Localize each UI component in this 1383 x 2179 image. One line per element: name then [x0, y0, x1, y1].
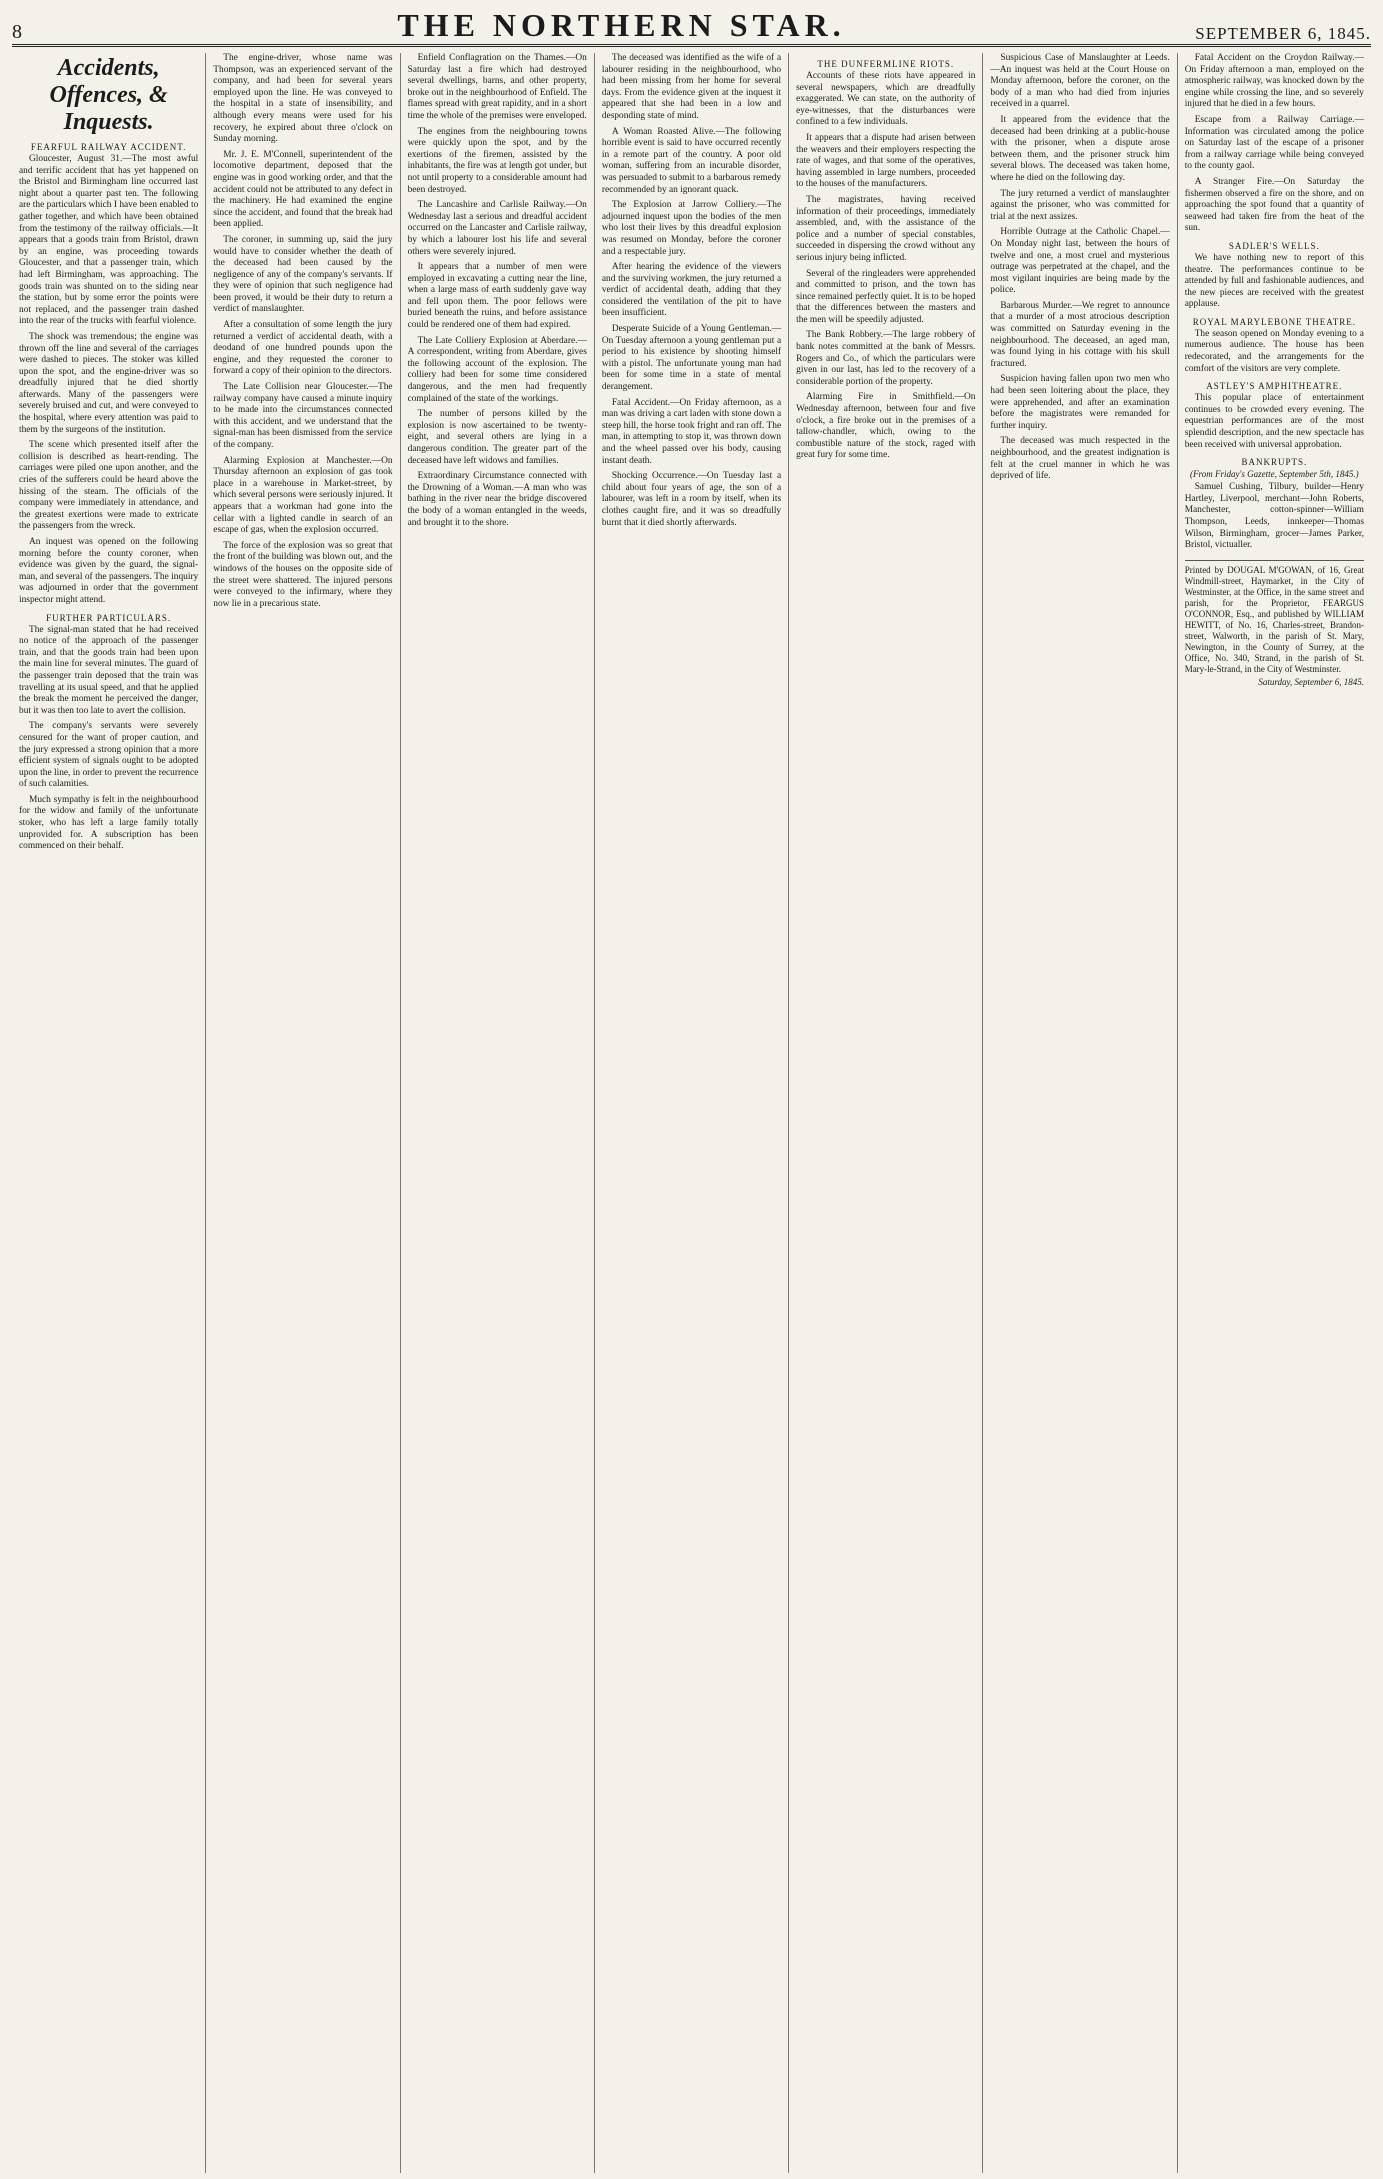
- article-paragraph: After a consultation of some length the jury returned a verdict of accidental death, with a deodand of one hundred pounds upon the engine, and they requested the coroner to forward a copy of their opinion to the directors.: [213, 320, 393, 377]
- article-paragraph: The jury returned a verdict of manslaughter against the prisoner, who was committed for trial at the next assizes.: [990, 188, 1170, 222]
- article-paragraph: A Woman Roasted Alive.—The following horrible event is said to have occurred recently in a remote part of the country. A poor old woman, suffering from an incurable disorder, was persuaded to submit to a barbarous remedy recommended by an ignorant quack.: [601, 126, 782, 195]
- article-paragraph: It appears that a number of men were employed in excavating a cutting near the line, when a large mass of earth suddenly gave way and fell upon them. The poor fellows were buried beneath the ruins, and before assistance could be rendered one of them had expired.: [407, 262, 587, 331]
- article-paragraph: An inquest was opened on the following morning before the county coroner, when evidence was given by the guard, the signal-man, and several of the passengers. The inquiry was adjourned in order that the government inspector might attend.: [19, 537, 199, 605]
- article-paragraph: The scene which presented itself after the collision is described as heart-rending. The carriages were piled one upon another, and the cries of the sufferers could be heard above the hissing of the steam. The officials of the company were immediately in attendance, and the greatest exertions were made to extricate the passengers from the wreck.: [19, 440, 199, 532]
- article-paragraph: Samuel Cushing, Tilbury, builder—Henry Hartley, Liverpool, merchant—John Roberts, Manchester, cotton-spinner—William Thompson, Leeds, innkeeper—Thomas Wilson, Birmingham, grocer—James Parker, Bristol, victualler.: [1184, 482, 1364, 551]
- article-heading: FURTHER PARTICULARS.: [46, 612, 172, 623]
- imprint-date: Saturday, September 6, 1845.: [1258, 676, 1364, 687]
- column-6: [983, 53, 1177, 2173]
- columns: [12, 53, 1371, 2173]
- article-paragraph: The signal-man stated that he had received no notice of the approach of the passenger train, and that the goods train had been upon the main line for several minutes. The guard of the passenger train deposed that the train was travelling at its usual speed, and that he applied the break the moment he perceived the danger, but it was then too late to avert the collision.: [19, 624, 199, 716]
- article-paragraph: The engine-driver, whose name was Thompson, was an experienced servant of the company, and had been for several years employed upon the line. He was conveyed to the hospital in a state of insensibility, and although every means were used for his recovery, he expired about three o'clock on Sunday morning.: [213, 53, 393, 145]
- article-paragraph: We have nothing new to report of this theatre. The performances continue to be attended by full and fashionable audiences, and the new pieces are received with the greatest applause.: [1184, 252, 1364, 310]
- printer-imprint: Printed by DOUGAL M'GOWAN, of 16, Great Windmill-street, Haymarket, in the City of Westminster, at the Office, in the same street and parish, for the Proprietor, FEARGUS O'CONNOR, Esq., and published by WILLIAM HEWITT, of No. 16, Charles-street, Brandon-street, Walworth, in the parish of St. Mary, Newington, in the County of Surrey, at the Office, No. 340, Strand, in the parish of St. Mary-le-Strand, in the City of Westminster.: [1185, 560, 1364, 675]
- article-paragraph: Escape from a Railway Carriage.—Information was circulated among the police on Saturday last of the escape of a prisoner from a railway carriage while being conveyed to the county gaol.: [1184, 114, 1364, 172]
- article-paragraph: Accounts of these riots have appeared in several newspapers, which are dreadfully exaggerated. We can state, on the authority of eye-witnesses, that the disturbances were confined to a few individuals.: [796, 71, 976, 128]
- article-paragraph: The engines from the neighbouring towns were quickly upon the spot, and by the exertions of the firemen, assisted by the inhabitants, the fire was at length got under, but not until property to a considerable amount had been destroyed.: [407, 126, 587, 195]
- column-5: [789, 53, 983, 2173]
- article-heading: SADLER'S WELLS.: [1228, 240, 1320, 251]
- masthead: [12, 4, 1371, 47]
- article-paragraph: This popular place of entertainment continues to be crowded every evening. The equestrian performances are of the most splendid description, and the new spectacle has been received with universal approbation.: [1184, 393, 1364, 450]
- article-paragraph: Mr. J. E. M'Connell, superintendent of the locomotive department, deposed that the engine was in good working order, and that the accident could not be attributed to any defect in the machinery. He had examined the engine since the accident, and found that the break had been applied.: [213, 149, 393, 230]
- article-paragraph: Gloucester, August 31.—The most awful and terrific accident that has yet happened on the Bristol and Birmingham line occurred last night about a quarter past ten. The following are the particulars which I have been enabled to gather together, and which have been obtained from the testimony of the railway officials.—It appears that a goods train from Bristol, drawn by an engine, was proceeding towards Gloucester, and that a passenger train, which had left Birmingham, was approaching. The goods train was shunted on to the siding near the station, but by some error the points were not replaced, and the passenger train dashed into the rear of the trucks with fearful violence.: [19, 154, 199, 327]
- article-paragraph: The deceased was identified as the wife of a labourer residing in the neighbourhood, who had been missing from her home for several days. From the evidence given at the inquest it appeared that she had been in a low and desponding state of mind.: [601, 53, 782, 121]
- paper-title: THE NORTHERN STAR.: [397, 7, 846, 43]
- article-paragraph: Shocking Occurrence.—On Tuesday last a child about four years of age, the son of a labourer, was left in a room by itself, when its clothes caught fire, and it was so dreadfully burnt that it died shortly afterwards.: [601, 471, 782, 528]
- column-2: [206, 53, 400, 2173]
- article-paragraph: Fatal Accident on the Croydon Railway.—On Friday afternoon a man, employed on the atmospheric railway, was knocked down by the engine while crossing the line, and so severely injured that he died in a few hours.: [1184, 53, 1364, 110]
- article-paragraph: The coroner, in summing up, said the jury would have to consider whether the death of the deceased had been caused by the negligence of any of the company's servants. If they were of opinion that such negligence had been proved, it would be their duty to return a verdict of manslaughter.: [213, 234, 393, 315]
- article-paragraph: The number of persons killed by the explosion is now ascertained to be twenty-eight, and several others are lying in a dangerous condition. The greater part of the deceased have left widows and families.: [407, 409, 587, 466]
- column-7: [1178, 53, 1371, 2173]
- article-paragraph: The Lancashire and Carlisle Railway.—On Wednesday last a serious and dreadful accident occurred on the Lancaster and Carlisle railway, by which a labourer lost his life and several others were severely injured.: [407, 200, 587, 257]
- article-heading: BANKRUPTS.: [1241, 457, 1308, 468]
- article-paragraph: The shock was tremendous; the engine was thrown off the line and several of the carriages were dashed to pieces. The stoker was killed upon the spot, and the engine-driver was so dreadfully injured that he died shortly afterwards. Many of the passengers were severely bruised and cut, and were conveyed to the hospital, where every attention was paid to them by the surgeons of the institution.: [19, 331, 199, 435]
- article-paragraph: The Bank Robbery.—The large robbery of bank notes committed at the bank of Messrs. Rogers and Co., of which the particulars were given in our last, has led to the recovery of a considerable portion of the property.: [796, 330, 976, 387]
- article-paragraph: Extraordinary Circumstance connected with the Drowning of a Woman.—A man who was bathing in the river near the bridge discovered the body of a woman entangled in the weeds, and brought it to the shore.: [407, 471, 587, 528]
- section-heading: Accidents, Offences, & Inquests.: [49, 55, 168, 135]
- article-paragraph: Suspicion having fallen upon two men who had been seen loitering about the place, they were apprehended, and after an examination before the magistrates were remanded for further inquiry.: [990, 374, 1170, 431]
- article-paragraph: The force of the explosion was so great that the front of the building was blown out, and the windows of the houses on the opposite side of the street were shattered. The injured persons were conveyed to the infirmary, where they now lie in a precarious state.: [213, 540, 393, 609]
- article-paragraph: Horrible Outrage at the Catholic Chapel.—On Monday night last, between the hours of twelve and one, a most cruel and mysterious outrage was perpetrated at the chapel, and the most vigilant inquiries are being made by the police.: [990, 227, 1170, 296]
- article-paragraph: Alarming Fire in Smithfield.—On Wednesday afternoon, between four and five o'clock, a fire broke out in the premises of a tallow-chandler, which, owing to the combustible nature of the stock, raged with great fury for some time.: [796, 392, 976, 461]
- article-paragraph: The season opened on Monday evening to a numerous audience. The house has been redecorated, and the arrangements for the comfort of the visitors are very complete.: [1184, 328, 1364, 374]
- page-number: 8: [12, 21, 22, 43]
- article-paragraph: The magistrates, having received information of their proceedings, immediately assembled, and, with the assistance of the police and a number of special constables, succeeded in dispersing the crowd without any serious injury being inflicted.: [796, 194, 976, 263]
- column-3: [401, 53, 595, 2173]
- article-paragraph: Alarming Explosion at Manchester.—On Thursday afternoon an explosion of gas took place in a warehouse in Market-street, by which several persons were seriously injured. It appears that a workman had gone into the cellar with a lighted candle in search of an escape of gas, when the explosion occurred.: [213, 455, 393, 536]
- gazette-note: (From Friday's Gazette, September 5th, 1845.): [1190, 469, 1359, 480]
- article-heading: ROYAL MARYLEBONE THEATRE.: [1192, 316, 1356, 327]
- article-paragraph: The Explosion at Jarrow Colliery.—The adjourned inquest upon the bodies of the men who lost their lives by this dreadful explosion was resumed on Monday, before the coroner and a respectable jury.: [601, 200, 782, 257]
- article-paragraph: The Late Collision near Gloucester.—The railway company have caused a minute inquiry to be made into the circumstances connected with this accident, and we understand that the signal-man has been dismissed from the service of the company.: [213, 382, 393, 450]
- article-paragraph: The company's servants were severely censured for the want of proper caution, and the jury expressed a strong opinion that a more efficient system of signals ought to be adopted upon the line, in order to prevent the recurrence of such calamities.: [19, 721, 199, 790]
- article-paragraph: The deceased was much respected in the neighbourhood, and the greatest indignation is felt at the cruel manner in which he was deprived of life.: [990, 436, 1170, 482]
- article-paragraph: Desperate Suicide of a Young Gentleman.—On Tuesday afternoon a young gentleman put a period to his existence by shooting himself with a pistol. The unfortunate young man had been for some time in a state of mental derangement.: [601, 324, 782, 393]
- article-heading: ASTLEY'S AMPHITHEATRE.: [1206, 381, 1343, 392]
- article-paragraph: A Stranger Fire.—On Saturday the fishermen observed a fire on the shore, and on approaching the spot found that a quantity of seaweed had taken fire from the heat of the sun.: [1184, 176, 1364, 234]
- article-paragraph: It appears that a dispute had arisen between the weavers and their employers respecting the rate of wages, and that some of the operatives, having assembled in large numbers, proceeded to the houses of the manufacturers.: [796, 132, 976, 190]
- column-1: [12, 53, 206, 2173]
- article-paragraph: Much sympathy is felt in the neighbourhood for the widow and family of the unfortunate stoker, who has left a large family totally unprovided for. A subscription has been commenced on their behalf.: [19, 794, 199, 852]
- article-paragraph: Fatal Accident.—On Friday afternoon, as a man was driving a cart laden with stone down a steep hill, the horse took fright and ran off. The man, in attempting to stop it, was thrown down and the wheel passed over his body, causing instant death.: [601, 397, 782, 466]
- article-paragraph: Barbarous Murder.—We regret to announce that a murder of a most atrocious description was committed on Saturday evening in the neighbourhood. The deceased, an aged man, was found lying in his cottage with his skull fractured.: [990, 300, 1170, 369]
- article-paragraph: It appeared from the evidence that the deceased had been drinking at a public-house with the prisoner, when a dispute arose between them, and the prisoner struck him several blows. The deceased was taken home, where he died on the following day.: [990, 114, 1170, 183]
- issue-date: SEPTEMBER 6, 1845.: [1195, 24, 1371, 43]
- article-heading: FEARFUL RAILWAY ACCIDENT.: [30, 142, 187, 152]
- article-paragraph: After hearing the evidence of the viewers and the surviving workmen, the jury returned a verdict of accidental death, adding that they considered the ventilation of the pit to have been insufficient.: [601, 262, 782, 319]
- article-heading: THE DUNFERMLINE RIOTS.: [817, 59, 955, 69]
- column-4: [595, 53, 789, 2173]
- article-paragraph: Several of the ringleaders were apprehended and committed to prison, and the town has since remained perfectly quiet. It is to be hoped that the differences between the masters and the men will be speedily adjusted.: [796, 268, 976, 325]
- article-paragraph: Enfield Conflagration on the Thames.—On Saturday last a fire which had destroyed several dwellings, barns, and other property, broke out in the neighbourhood of Enfield. The flames spread with great rapidity, and in a short time the whole of the premises were enveloped.: [407, 53, 587, 121]
- article-paragraph: Suspicious Case of Manslaughter at Leeds.—An inquest was held at the Court House on Monday afternoon, before the coroner, on the body of a man who had died from injuries received in a quarrel.: [990, 53, 1170, 110]
- article-paragraph: The Late Colliery Explosion at Aberdare.—A correspondent, writing from Aberdare, gives the following account of the explosion. The colliery had been for some time considered dangerous, and the men had frequently complained of the state of the workings.: [407, 335, 587, 404]
